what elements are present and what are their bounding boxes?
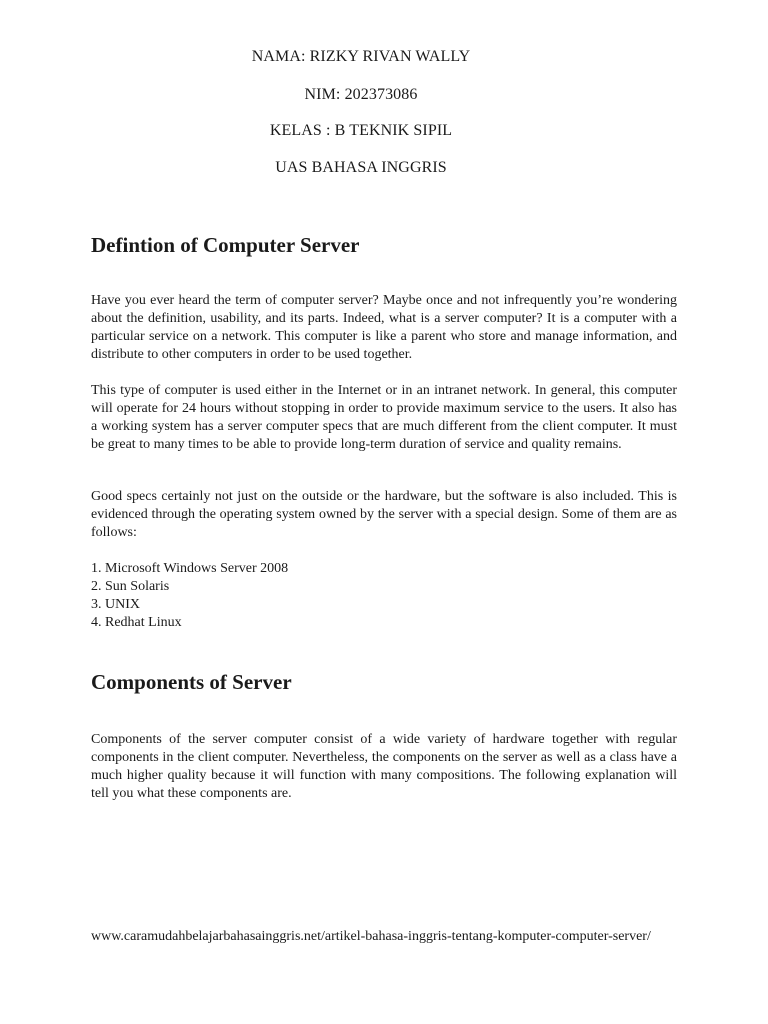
- list-item: 4. Redhat Linux: [91, 615, 182, 630]
- student-nim: NIM: 202373086: [304, 86, 418, 103]
- paragraph-definition-3: Good specs certainly not just on the outside or the hardware, but the software is also included. This is evidenced through the operating system owned by the server with a special design. Some of them are as follows:: [91, 489, 677, 540]
- paragraph-definition-1: Have you ever heard the term of computer server? Maybe once and not infrequently you’re wondering about the definition, usability, and its parts. Indeed, what is a server computer? It is a computer with a particular service on a network. This computer is like a parent who store and manage information, and distribute to other computers in order to be used together.: [91, 293, 677, 362]
- list-item: 1. Microsoft Windows Server 2008: [91, 561, 289, 576]
- paragraph-definition-2: This type of computer is used either in the Internet or in an intranet network. In general, this computer will operate for 24 hours without stopping in order to provide maximum service to the users. It also has a working system has a server computer specs that are much different from the client computer. It must be great to many times to be able to provide long-term duration of service and quality remains.: [91, 383, 677, 452]
- section-title-definition: Defintion of Computer Server: [91, 233, 360, 257]
- list-item: 2. Sun Solaris: [91, 579, 170, 594]
- student-class: KELAS : B TEKNIK SIPIL: [269, 122, 453, 139]
- os-list: [91, 560, 288, 632]
- student-name: NAMA: RIZKY RIVAN WALLY: [251, 48, 471, 65]
- source-url: www.caramudahbelajarbahasainggris.net/artikel-bahasa-inggris-tentang-komputer-computer-server/: [91, 929, 651, 944]
- section-title-components: Components of Server: [91, 670, 292, 694]
- paragraph-components-1: Components of the server computer consist of a wide variety of hardware together with regular components in the client computer. Nevertheless, the components on the server as well as a class have a much higher quality because it will function with many compositions. The following explanation will tell you what these components are.: [91, 732, 677, 801]
- list-item: 3. UNIX: [91, 597, 140, 612]
- course-title: UAS BAHASA INGGRIS: [275, 159, 447, 176]
